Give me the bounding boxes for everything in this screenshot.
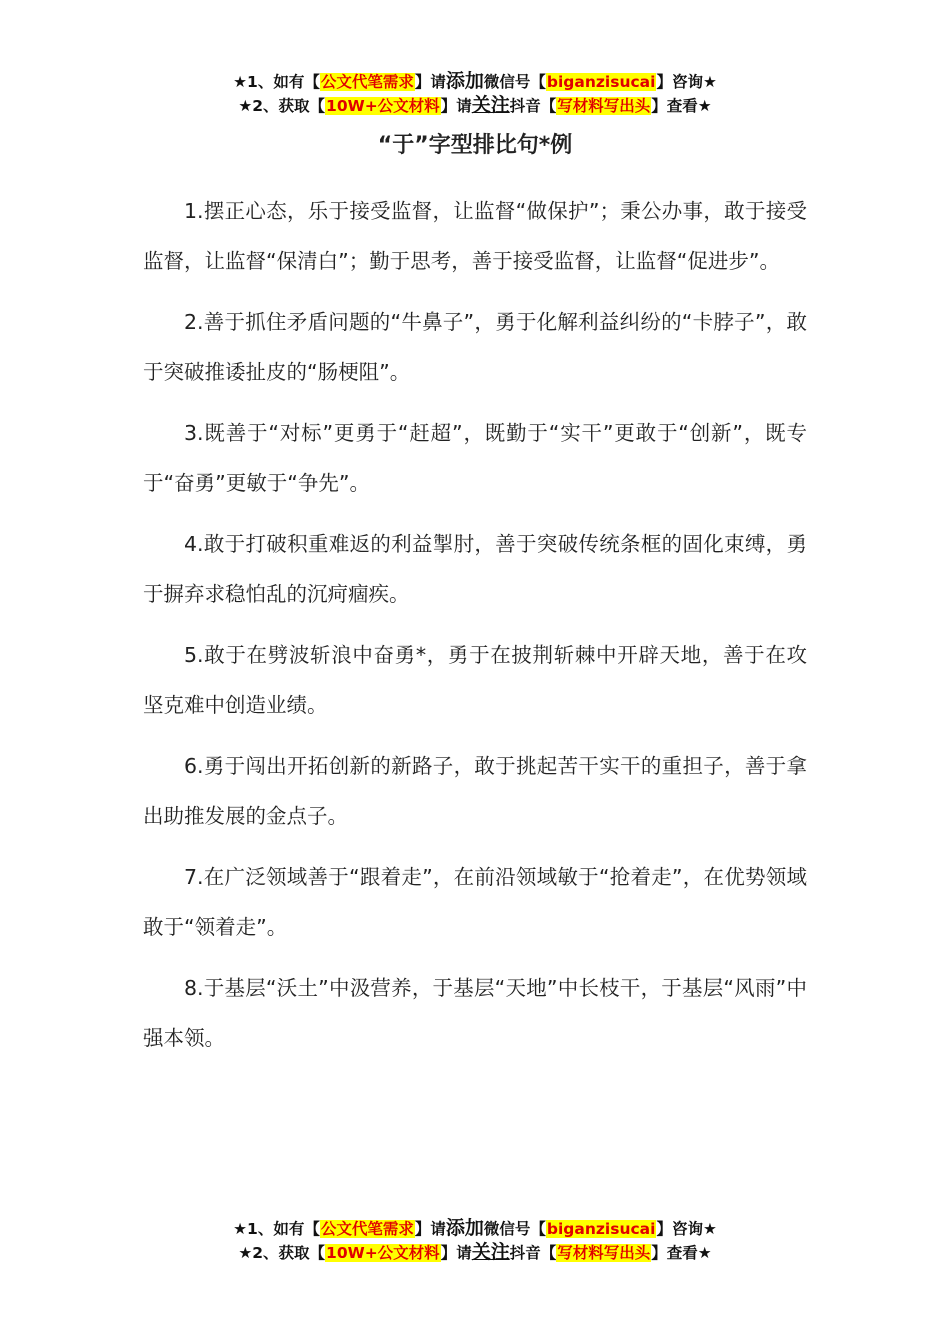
header-banner xyxy=(0,70,950,118)
banner-text: 】请 xyxy=(440,97,472,115)
banner-emphasis: 添加 xyxy=(445,1217,484,1239)
document-title: “于”字型排比句*例 xyxy=(377,133,573,158)
banner-text: 微信号【 xyxy=(483,73,546,91)
banner-line-1 xyxy=(0,70,950,94)
paragraph-4: 4.敢于打破积重难返的利益掣肘，善于突破传统条框的固化束缚，勇于摒弃求稳怕乱的沉疴痼疾。 xyxy=(143,532,807,606)
banner-text: ★2、获取【 xyxy=(238,1244,326,1262)
banner-text: ★1、如有【 xyxy=(233,1220,320,1238)
banner-text: 】查看★ xyxy=(651,1244,712,1262)
paragraph-5: 5.敢于在劈波斩浪中奋勇*，勇于在披荆斩棘中开辟天地，善于在攻坚克难中创造业绩。 xyxy=(143,643,807,717)
banner-text: ★2、获取【 xyxy=(238,97,326,115)
banner-text: 】查看★ xyxy=(651,97,712,115)
banner-highlight: 公文代笔需求 xyxy=(320,73,414,91)
douyin-id-highlight: 写材料写出头 xyxy=(557,1244,651,1262)
wechat-id-highlight: biganzisucai xyxy=(546,1220,656,1238)
footer-banner xyxy=(0,1217,950,1265)
document-body xyxy=(143,186,807,1074)
banner-text: ★1、如有【 xyxy=(233,73,320,91)
paragraph-6: 6.勇于闯出开拓创新的新路子，敢于挑起苦干实干的重担子，善于拿出助推发展的金点子。 xyxy=(143,754,807,828)
banner-text: 】请 xyxy=(414,1220,446,1238)
douyin-id-highlight: 写材料写出头 xyxy=(557,97,651,115)
banner-emphasis: 关注 xyxy=(471,94,510,116)
banner-highlight: 10W+公文材料 xyxy=(326,97,440,115)
banner-line-1 xyxy=(0,1217,950,1241)
banner-emphasis: 关注 xyxy=(471,1241,510,1263)
banner-text: 】咨询★ xyxy=(656,1220,717,1238)
paragraph-7: 7.在广泛领域善于“跟着走”，在前沿领域敏于“抢着走”，在优势领域敢于“领着走”。 xyxy=(143,865,807,939)
paragraph-2: 2.善于抓住矛盾问题的“牛鼻子”，勇于化解利益纠纷的“卡脖子”，敢于突破推诿扯皮的“肠梗阻”。 xyxy=(143,310,807,384)
banner-text: 】请 xyxy=(414,73,446,91)
banner-line-2 xyxy=(0,1241,950,1265)
banner-text: 微信号【 xyxy=(483,1220,546,1238)
banner-emphasis: 添加 xyxy=(445,70,484,92)
banner-text: 】咨询★ xyxy=(656,73,717,91)
banner-text: 抖音【 xyxy=(509,97,557,115)
paragraph-3: 3.既善于“对标”更勇于“赶超”，既勤于“实干”更敢于“创新”，既专于“奋勇”更敏于“争先”。 xyxy=(143,421,807,495)
banner-highlight: 公文代笔需求 xyxy=(320,1220,414,1238)
paragraph-1: 1.摆正心态，乐于接受监督，让监督“做保护”；秉公办事，敢于接受监督，让监督“保清白”；勤于思考，善于接受监督，让监督“促进步”。 xyxy=(143,199,807,273)
wechat-id-highlight: biganzisucai xyxy=(546,73,656,91)
banner-text: 】请 xyxy=(440,1244,472,1262)
banner-line-2 xyxy=(0,94,950,118)
banner-text: 抖音【 xyxy=(509,1244,557,1262)
banner-highlight: 10W+公文材料 xyxy=(326,1244,440,1262)
paragraph-8: 8.于基层“沃土”中汲营养，于基层“天地”中长枝干，于基层“风雨”中强本领。 xyxy=(143,976,807,1050)
